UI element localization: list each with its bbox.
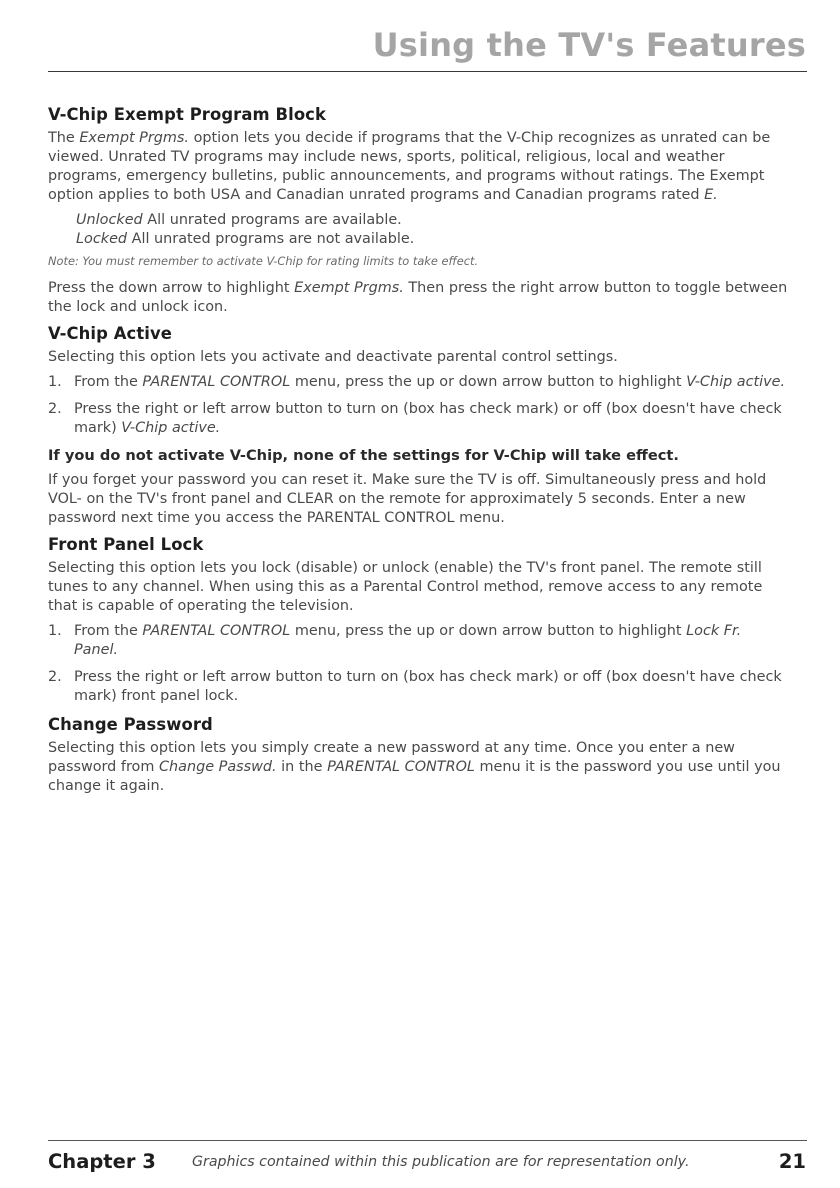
section-exempt-program-block [48,104,788,317]
footer-rule [48,1140,807,1141]
chapter-label: Chapter 3 [48,1150,156,1173]
section-vchip-active [48,323,788,528]
section-heading: Change Password [48,715,213,734]
vchip-active-intro: Selecting this option lets you activate and deactivate parental control settings. [48,349,618,365]
page-number: 21 [778,1150,806,1173]
locked-definition: Locked All unrated programs are not available. [76,231,415,247]
footer-note: Graphics contained within this publication are for representation only. [192,1154,690,1170]
section-heading: V-Chip Exempt Program Block [48,105,326,124]
list-item: 2. Press the right or left arrow button to turn on (box has check mark) or off (box doesn't have check mark) V-Chip active. [48,401,782,436]
vchip-active-steps [48,373,788,438]
front-panel-intro: Selecting this option lets you lock (disable) or unlock (enable) the TV's front panel. The remote still tunes to any channel. When using this as a Parental Control method, remove access to any remote that is capable of operating the television. [48,560,763,614]
section-front-panel-lock [48,534,788,706]
section-heading: V-Chip Active [48,324,173,343]
password-reset-text: If you forget your password you can reset it. Make sure the TV is off. Simultaneously press and hold VOL- on the TV's front panel and CLEAR on the remote for approximately 5 seconds. Enter a new password next time you access the PARENTAL CONTROL menu. [48,472,767,526]
list-item: 1. From the PARENTAL CONTROL menu, press the up or down arrow button to highlight Lock Fr. Panel. [48,623,742,658]
section-change-password [48,714,788,796]
front-panel-steps [48,622,788,706]
list-item: 2. Press the right or left arrow button to turn on (box has check mark) or off (box doesn't have check mark) front panel lock. [48,669,782,704]
change-password-text: Selecting this option lets you simply create a new password at any time. Once you enter a new password from Change Passwd. in the PARENTAL CONTROL menu it is the password you use until you change it again. [48,740,781,794]
exempt-note: Note: You must remember to activate V-Chip for rating limits to take effect. [48,254,479,268]
exempt-instructions: Press the down arrow to highlight Exempt Prgms. Then press the right arrow button to toggle between the lock and unlock icon. [48,280,788,315]
page-footer [48,1150,806,1180]
vchip-warning: If you do not activate V-Chip, none of the settings for V-Chip will take effect. [48,447,679,464]
section-heading: Front Panel Lock [48,535,204,554]
header-rule [48,71,807,72]
page-content [48,104,788,802]
page-header-title: Using the TV's Features [372,26,806,64]
exempt-description: The Exempt Prgms. option lets you decide if programs that the V-Chip recognizes as unrated can be viewed. Unrated TV programs may include news, sports, political, religious, local and weather programs, emergency bulletins, public announcements, and programs without ratings. The Exempt option applies to both USA and Canadian unrated programs and Canadian programs rated E. [48,130,771,203]
list-item: 1. From the PARENTAL CONTROL menu, press the up or down arrow button to highlight V-Chip active. [48,374,786,390]
unlocked-definition: Unlocked All unrated programs are available. [76,212,402,228]
